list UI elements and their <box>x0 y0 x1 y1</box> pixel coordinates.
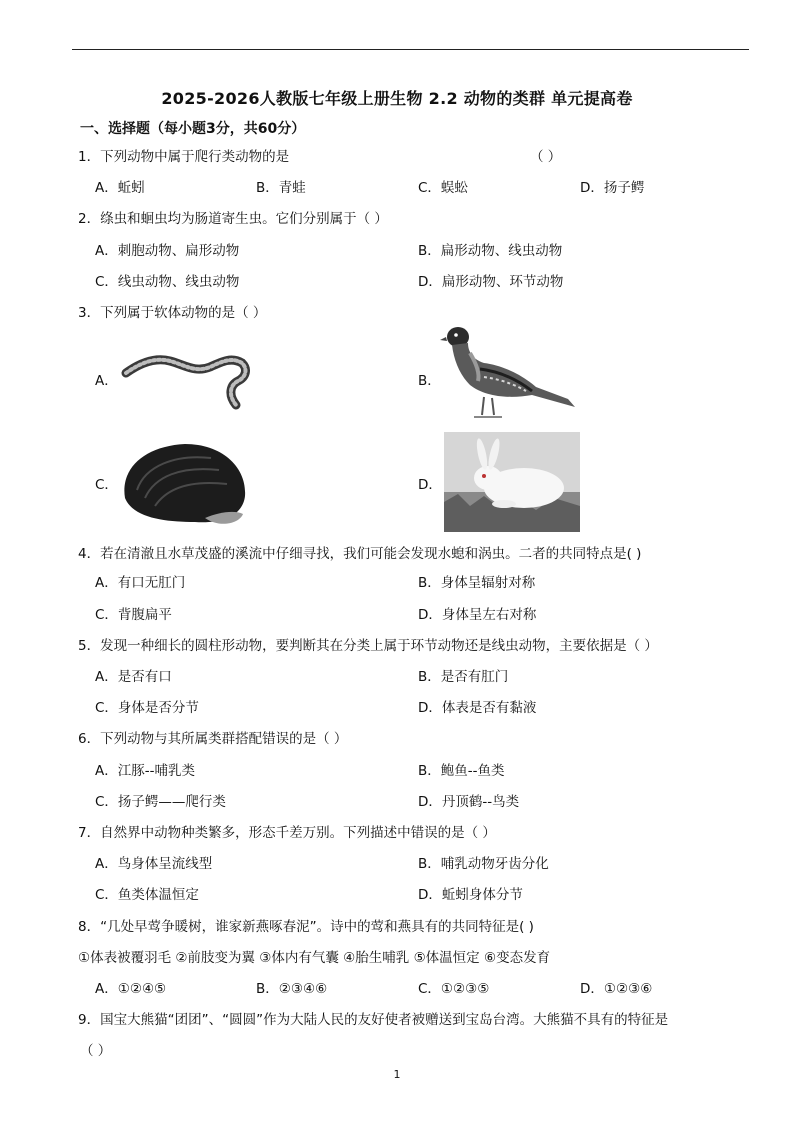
header-rule <box>72 49 749 50</box>
earthworm-image <box>120 343 255 413</box>
question-1-stem: 1．下列动物中属于爬行类动物的是 <box>78 149 290 165</box>
q6-option-c: C．扬子鳄——爬行类 <box>95 794 226 810</box>
q3-option-d: D． <box>418 477 442 493</box>
rabbit-image <box>444 432 580 532</box>
question-5-stem: 5．发现一种细长的圆柱形动物，要判断其在分类上属于环节动物还是线虫动物，主要依据是（ ） <box>78 638 658 654</box>
q3-option-c: C． <box>95 477 118 493</box>
section-heading: 一、选择题（每小题3分，共60分） <box>80 121 306 137</box>
question-4-stem: 4．若在清澈且水草茂盛的溪流中仔细寻找，我们可能会发现水螅和涡虫。二者的共同特点是( ) <box>78 546 642 562</box>
q1-option-a: A．蚯蚓 <box>95 180 145 196</box>
q8-option-d: D．①②③⑥ <box>580 981 653 997</box>
q1-option-b: B．青蛙 <box>256 180 306 196</box>
q8-option-b: B．②③④⑥ <box>256 981 328 997</box>
q6-option-d: D．丹顶鹤--鸟类 <box>418 794 520 810</box>
q4-option-a: A．有口无肛门 <box>95 575 186 591</box>
question-7-stem: 7．自然界中动物种类繁多，形态千差万别。下列描述中错误的是（ ） <box>78 825 496 841</box>
q1-option-c: C．蜈蚣 <box>418 180 468 196</box>
q7-option-c: C．鱼类体温恒定 <box>95 887 199 903</box>
q5-option-d: D．体表是否有黏液 <box>418 700 537 716</box>
q5-option-a: A．是否有口 <box>95 669 172 685</box>
question-9-stem: 9．国宝大熊猫“团团”、“圆圆”作为大陆人民的友好使者被赠送到宝岛台湾。大熊猫不具有的特征是 <box>78 1012 669 1028</box>
q7-option-b: B．哺乳动物牙齿分化 <box>418 856 549 872</box>
q4-option-d: D．身体呈左右对称 <box>418 607 537 623</box>
question-2-stem: 2．绦虫和蛔虫均为肠道寄生虫。它们分别属于（ ） <box>78 211 388 227</box>
q4-option-c: C．背腹扁平 <box>95 607 172 623</box>
question-6-stem: 6．下列动物与其所属类群搭配错误的是（ ） <box>78 731 348 747</box>
q8-option-c: C．①②③⑤ <box>418 981 490 997</box>
q5-option-c: C．身体是否分节 <box>95 700 199 716</box>
pigeon-image <box>440 323 580 428</box>
q2-option-c: C．线虫动物、线虫动物 <box>95 274 240 290</box>
q4-option-b: B．身体呈辐射对称 <box>418 575 536 591</box>
page-number: 1 <box>393 1068 401 1081</box>
q8-statement-list: ①体表被覆羽毛 ②前肢变为翼 ③体内有气囊 ④胎生哺乳 ⑤体温恒定 ⑥变态发育 <box>78 950 551 966</box>
q2-option-a: A．刺胞动物、扁形动物 <box>95 243 240 259</box>
q6-option-b: B．鲍鱼--鱼类 <box>418 763 505 779</box>
q5-option-b: B．是否有肛门 <box>418 669 509 685</box>
q6-option-a: A．江豚--哺乳类 <box>95 763 195 779</box>
q8-option-a: A．①②④⑤ <box>95 981 167 997</box>
q7-option-a: A．鸟身体呈流线型 <box>95 856 213 872</box>
clam-image <box>115 438 255 528</box>
q3-option-a: A． <box>95 373 118 389</box>
page-title: 2025-2026人教版七年级上册生物 2.2 动物的类群 单元提高卷 <box>161 89 633 108</box>
q7-option-d: D．蚯蚓身体分节 <box>418 887 523 903</box>
q1-option-d: D．扬子鳄 <box>580 180 645 196</box>
q2-option-b: B．扁形动物、线虫动物 <box>418 243 563 259</box>
q2-option-d: D．扁形动物、环节动物 <box>418 274 564 290</box>
question-9-paren: （ ） <box>80 1043 112 1059</box>
question-8-stem: 8．“几处早莺争暖树，谁家新燕啄春泥”。诗中的莺和燕具有的共同特征是( ) <box>78 919 534 935</box>
q3-option-b: B． <box>418 373 441 389</box>
question-3-stem: 3．下列属于软体动物的是（ ） <box>78 305 267 321</box>
question-1-paren: （ ） <box>530 149 562 165</box>
